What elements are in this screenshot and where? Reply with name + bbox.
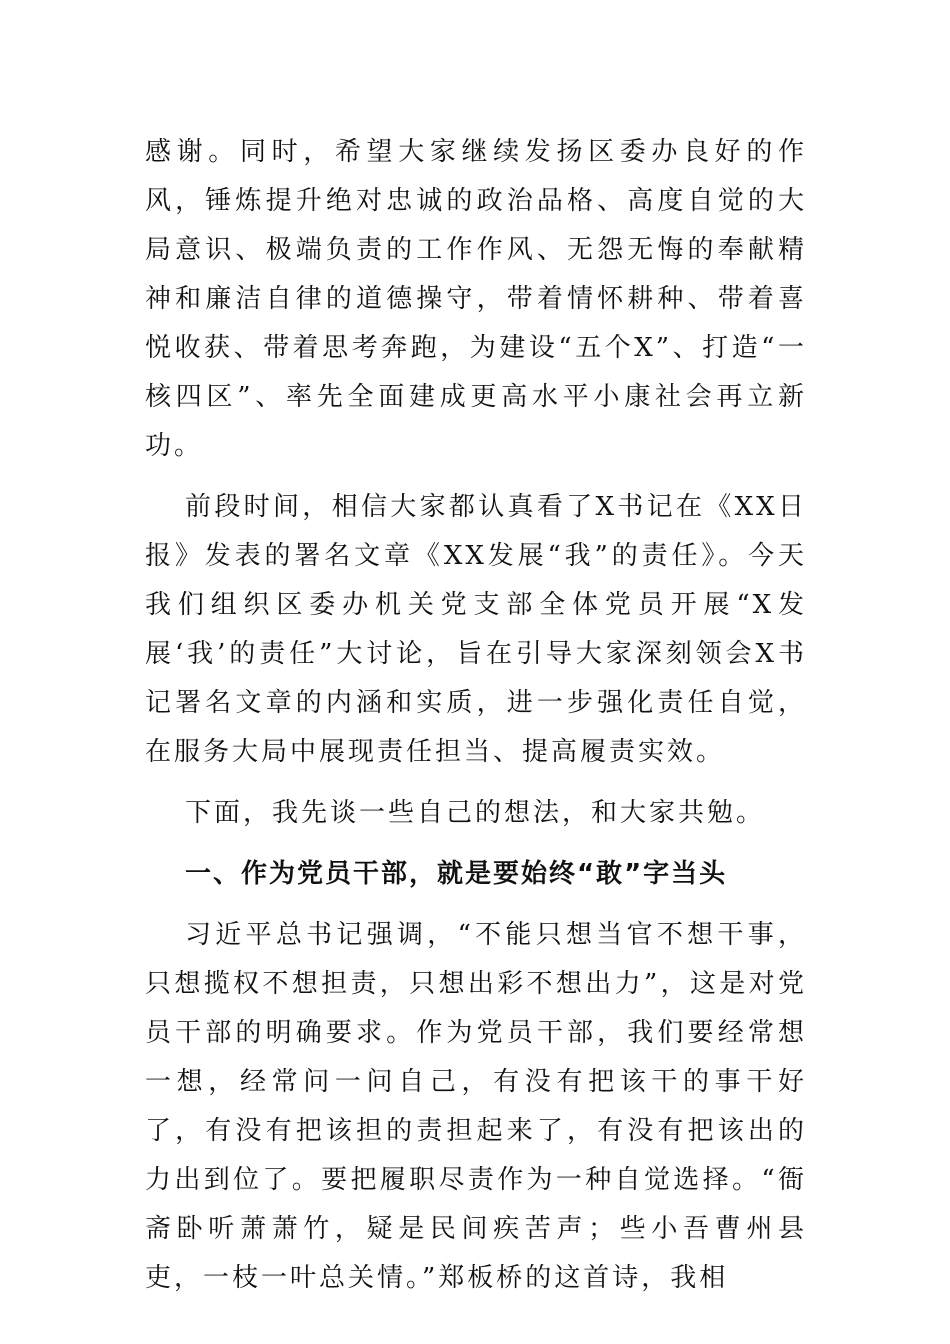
- document-body: [145, 128, 807, 1315]
- paragraph-article-discussion: 前段时间，相信大家都认真看了X书记在《XX日报》发表的署名文章《XX发展“我”的责任》。今天我们组织区委办机关党支部全体党员开展“X发展‘我’的责任”大讨论，旨在引导大家深刻领会X书记署名文章的内涵和实质，进一步强化责任自觉，在服务大局中展现责任担当、提高履责实效。: [145, 492, 807, 767]
- section-heading: 一、作为党员干部，就是要始终“敢”字当头: [185, 859, 728, 889]
- paragraph-continuation: 感谢。同时，希望大家继续发扬区委办良好的作风，锤炼提升绝对忠诚的政治品格、高度自觉的大局意识、极端负责的工作作风、无怨无悔的奉献精神和廉洁自律的道德操守，带着情怀耕种、带着喜悦收获、带着思考奔跑，为建设“五个X”、打造“一核四区”、率先全面建成更高水平小康社会再立新功。: [145, 137, 807, 461]
- paragraph-transition: 下面，我先谈一些自己的想法，和大家共勉。: [185, 798, 766, 828]
- paragraph-section-body: 习近平总书记强调，“不能只想当官不想干事，只想揽权不想担责，只想出彩不想出力”，这是对党员干部的明确要求。作为党员干部，我们要经常想一想，经常问一问自己，有没有把该干的事干好了，有没有把该担的责担起来了，有没有把该出的力出到位了。要把履职尽责作为一种自觉选择。“衙斋卧听萧萧竹，疑是民间疾苦声；些小吾曹州县吏，一枝一叶总关情。”郑板桥的这首诗，我相: [145, 920, 807, 1293]
